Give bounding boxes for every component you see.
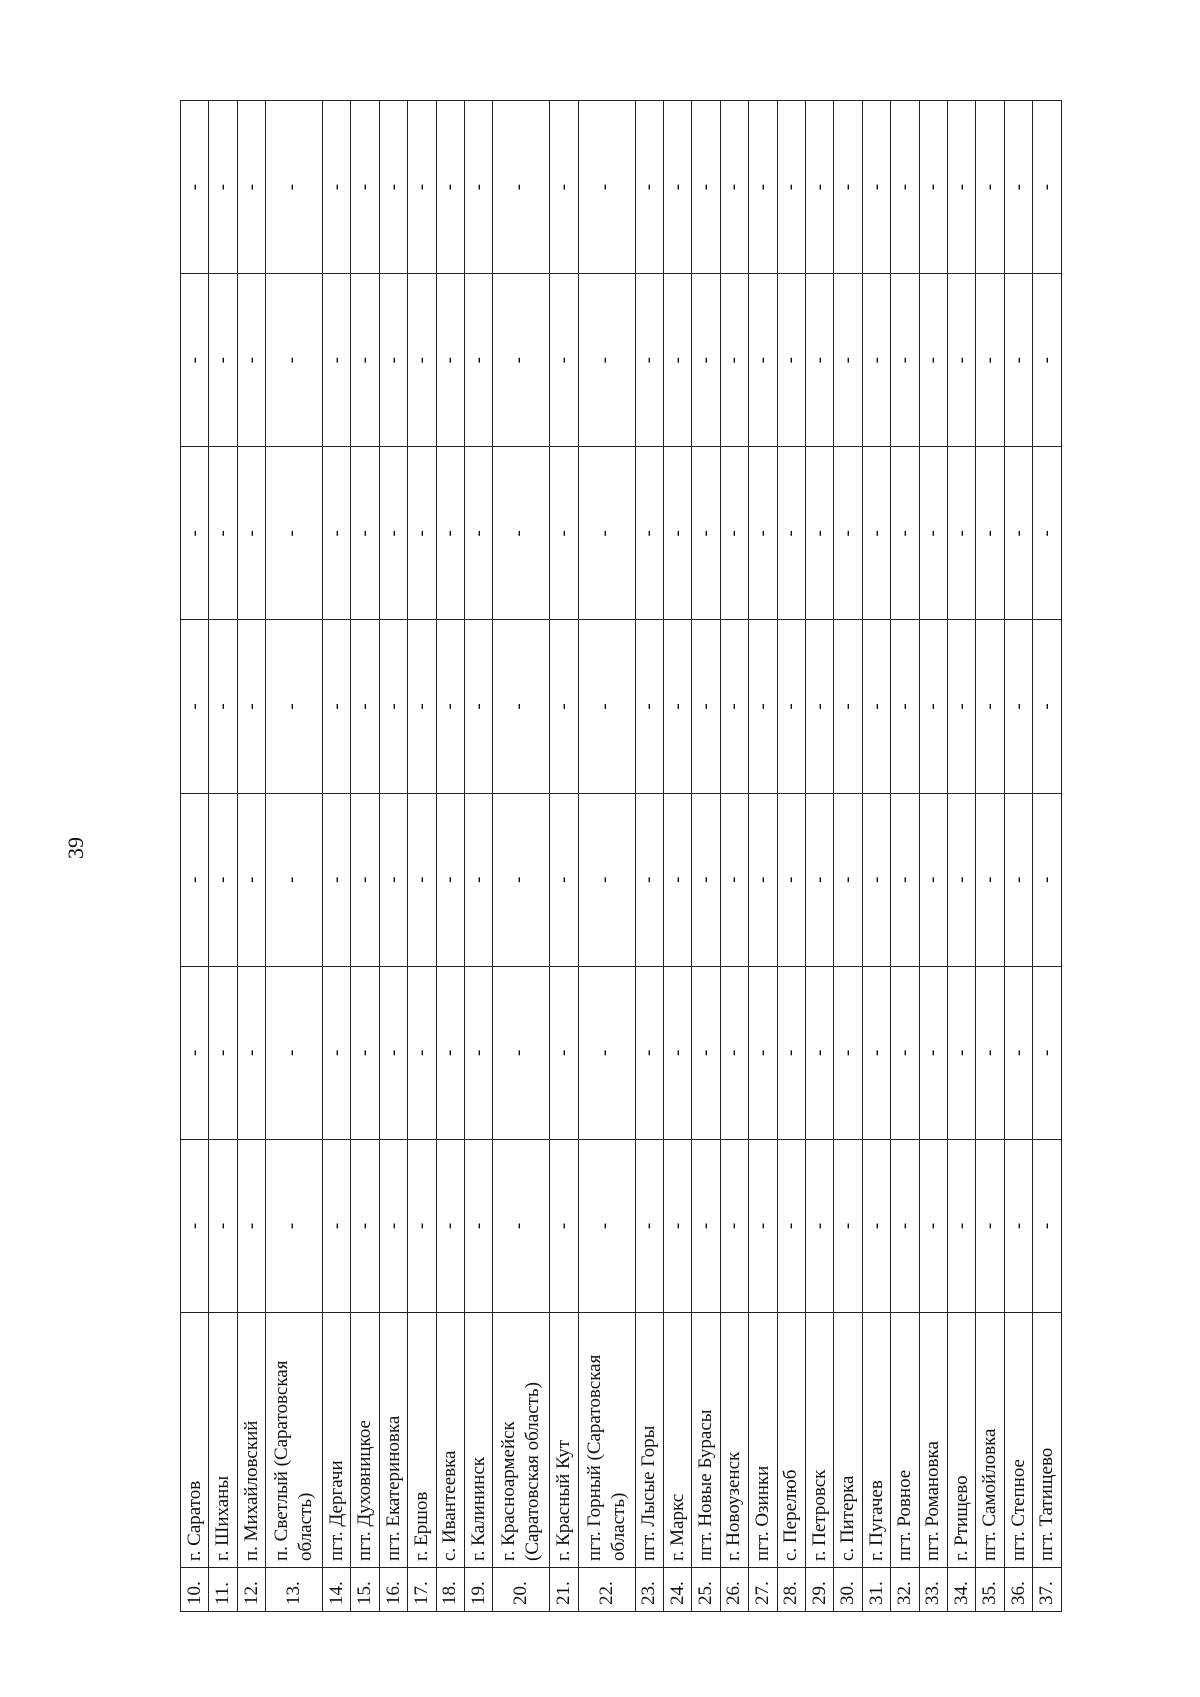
value-cell: - — [663, 447, 691, 620]
value-cell: - — [436, 620, 464, 793]
value-cell: - — [777, 274, 805, 447]
value-cell: - — [550, 1139, 578, 1312]
value-cell: - — [266, 101, 323, 274]
value-cell: - — [692, 966, 720, 1139]
settlement-name: пгт. Екатериновка — [379, 1313, 407, 1568]
value-cell: - — [1004, 274, 1032, 447]
row-number: 10. — [181, 1568, 209, 1612]
settlement-name: г. Саратов — [181, 1313, 209, 1568]
value-cell: - — [181, 274, 209, 447]
value-cell: - — [919, 1139, 947, 1312]
value-cell: - — [777, 620, 805, 793]
value-cell: - — [209, 793, 237, 966]
settlement-name: г. Петровск — [805, 1313, 833, 1568]
page-number: 39 — [63, 837, 88, 859]
value-cell: - — [862, 966, 890, 1139]
table-row — [436, 101, 464, 1612]
value-cell: - — [862, 447, 890, 620]
value-cell: - — [578, 793, 635, 966]
value-cell: - — [379, 274, 407, 447]
table-row — [323, 101, 351, 1612]
value-cell: - — [720, 620, 748, 793]
row-number: 34. — [948, 1568, 976, 1612]
value-cell: - — [266, 793, 323, 966]
value-cell: - — [777, 793, 805, 966]
value-cell: - — [351, 620, 379, 793]
value-cell: - — [237, 274, 265, 447]
value-cell: - — [749, 966, 777, 1139]
settlement-name: п. Светлый (Саратовская область) — [266, 1313, 323, 1568]
value-cell: - — [976, 274, 1004, 447]
value-cell: - — [862, 274, 890, 447]
value-cell: - — [408, 274, 436, 447]
value-cell: - — [266, 620, 323, 793]
value-cell: - — [493, 447, 550, 620]
value-cell: - — [635, 1139, 663, 1312]
value-cell: - — [465, 101, 493, 274]
row-number: 12. — [237, 1568, 265, 1612]
value-cell: - — [948, 793, 976, 966]
value-cell: - — [1004, 101, 1032, 274]
value-cell: - — [891, 620, 919, 793]
value-cell: - — [408, 447, 436, 620]
value-cell: - — [720, 1139, 748, 1312]
value-cell: - — [379, 620, 407, 793]
value-cell: - — [209, 101, 237, 274]
table-row — [351, 101, 379, 1612]
settlement-name: г. Ртищево — [948, 1313, 976, 1568]
value-cell: - — [749, 101, 777, 274]
value-cell: - — [237, 966, 265, 1139]
value-cell: - — [493, 966, 550, 1139]
row-number: 13. — [266, 1568, 323, 1612]
table-row — [266, 101, 323, 1612]
table-row — [379, 101, 407, 1612]
value-cell: - — [181, 101, 209, 274]
value-cell: - — [976, 101, 1004, 274]
value-cell: - — [465, 966, 493, 1139]
settlement-name: пгт. Степное — [1004, 1313, 1032, 1568]
value-cell: - — [976, 620, 1004, 793]
value-cell: - — [351, 966, 379, 1139]
value-cell: - — [379, 101, 407, 274]
row-number: 22. — [578, 1568, 635, 1612]
value-cell: - — [408, 793, 436, 966]
value-cell: - — [948, 1139, 976, 1312]
value-cell: - — [237, 793, 265, 966]
settlement-name: г. Ершов — [408, 1313, 436, 1568]
settlements-table — [180, 100, 1062, 1612]
settlement-name: с. Питерка — [834, 1313, 862, 1568]
table-row — [891, 101, 919, 1612]
value-cell: - — [1033, 101, 1062, 274]
row-number: 16. — [379, 1568, 407, 1612]
table-row — [692, 101, 720, 1612]
value-cell: - — [692, 793, 720, 966]
value-cell: - — [408, 620, 436, 793]
value-cell: - — [1033, 793, 1062, 966]
row-number: 30. — [834, 1568, 862, 1612]
value-cell: - — [578, 966, 635, 1139]
settlement-name: пгт. Романовка — [919, 1313, 947, 1568]
value-cell: - — [834, 966, 862, 1139]
value-cell: - — [692, 447, 720, 620]
value-cell: - — [749, 1139, 777, 1312]
value-cell: - — [578, 274, 635, 447]
value-cell: - — [351, 1139, 379, 1312]
settlement-name: пгт. Татищево — [1033, 1313, 1062, 1568]
value-cell: - — [919, 620, 947, 793]
value-cell: - — [635, 101, 663, 274]
value-cell: - — [834, 793, 862, 966]
value-cell: - — [408, 101, 436, 274]
row-number: 20. — [493, 1568, 550, 1612]
value-cell: - — [692, 620, 720, 793]
value-cell: - — [379, 1139, 407, 1312]
value-cell: - — [493, 620, 550, 793]
table-row — [550, 101, 578, 1612]
value-cell: - — [493, 1139, 550, 1312]
value-cell: - — [635, 793, 663, 966]
row-number: 23. — [635, 1568, 663, 1612]
value-cell: - — [550, 447, 578, 620]
value-cell: - — [891, 101, 919, 274]
value-cell: - — [834, 101, 862, 274]
row-number: 37. — [1033, 1568, 1062, 1612]
value-cell: - — [805, 101, 833, 274]
settlement-name: с. Перелюб — [777, 1313, 805, 1568]
value-cell: - — [948, 966, 976, 1139]
value-cell: - — [891, 966, 919, 1139]
value-cell: - — [323, 101, 351, 274]
value-cell: - — [891, 1139, 919, 1312]
value-cell: - — [323, 447, 351, 620]
value-cell: - — [834, 620, 862, 793]
row-number: 32. — [891, 1568, 919, 1612]
value-cell: - — [1033, 274, 1062, 447]
table-row — [720, 101, 748, 1612]
value-cell: - — [209, 274, 237, 447]
value-cell: - — [493, 274, 550, 447]
value-cell: - — [436, 1139, 464, 1312]
value-cell: - — [266, 447, 323, 620]
row-number: 24. — [663, 1568, 691, 1612]
value-cell: - — [578, 101, 635, 274]
table-container — [180, 100, 1062, 1612]
value-cell: - — [948, 447, 976, 620]
value-cell: - — [323, 274, 351, 447]
value-cell: - — [209, 620, 237, 793]
settlement-name: с. Ивантеевка — [436, 1313, 464, 1568]
value-cell: - — [550, 793, 578, 966]
table-row — [181, 101, 209, 1612]
value-cell: - — [1004, 447, 1032, 620]
row-number: 31. — [862, 1568, 890, 1612]
value-cell: - — [976, 447, 1004, 620]
value-cell: - — [919, 793, 947, 966]
value-cell: - — [237, 101, 265, 274]
value-cell: - — [919, 447, 947, 620]
value-cell: - — [181, 447, 209, 620]
row-number: 18. — [436, 1568, 464, 1612]
value-cell: - — [323, 620, 351, 793]
value-cell: - — [834, 1139, 862, 1312]
settlement-name: г. Пугачев — [862, 1313, 890, 1568]
value-cell: - — [834, 447, 862, 620]
value-cell: - — [635, 966, 663, 1139]
value-cell: - — [237, 620, 265, 793]
value-cell: - — [379, 966, 407, 1139]
value-cell: - — [862, 793, 890, 966]
value-cell: - — [1004, 1139, 1032, 1312]
value-cell: - — [720, 793, 748, 966]
value-cell: - — [720, 447, 748, 620]
value-cell: - — [720, 966, 748, 1139]
value-cell: - — [266, 274, 323, 447]
table-row — [635, 101, 663, 1612]
value-cell: - — [663, 793, 691, 966]
row-number: 27. — [749, 1568, 777, 1612]
value-cell: - — [436, 101, 464, 274]
value-cell: - — [919, 966, 947, 1139]
settlement-name: г. Шиханы — [209, 1313, 237, 1568]
table-row — [663, 101, 691, 1612]
value-cell: - — [465, 793, 493, 966]
value-cell: - — [578, 620, 635, 793]
settlement-name: пгт. Горный (Саратовская область) — [578, 1313, 635, 1568]
table-row — [749, 101, 777, 1612]
row-number: 14. — [323, 1568, 351, 1612]
value-cell: - — [919, 101, 947, 274]
value-cell: - — [493, 793, 550, 966]
table-row — [834, 101, 862, 1612]
value-cell: - — [976, 966, 1004, 1139]
table-row — [862, 101, 890, 1612]
value-cell: - — [181, 966, 209, 1139]
settlement-name: пгт. Дергачи — [323, 1313, 351, 1568]
value-cell: - — [379, 793, 407, 966]
value-cell: - — [351, 447, 379, 620]
row-number: 33. — [919, 1568, 947, 1612]
value-cell: - — [1033, 1139, 1062, 1312]
value-cell: - — [379, 447, 407, 620]
value-cell: - — [862, 101, 890, 274]
value-cell: - — [862, 620, 890, 793]
value-cell: - — [550, 620, 578, 793]
settlement-name: г. Новоузенск — [720, 1313, 748, 1568]
value-cell: - — [749, 620, 777, 793]
value-cell: - — [465, 274, 493, 447]
value-cell: - — [1033, 447, 1062, 620]
settlement-name: пгт. Духовницкое — [351, 1313, 379, 1568]
value-cell: - — [351, 101, 379, 274]
value-cell: - — [237, 447, 265, 620]
value-cell: - — [323, 966, 351, 1139]
value-cell: - — [266, 1139, 323, 1312]
row-number: 28. — [777, 1568, 805, 1612]
table-row — [209, 101, 237, 1612]
value-cell: - — [209, 1139, 237, 1312]
value-cell: - — [692, 101, 720, 274]
value-cell: - — [323, 1139, 351, 1312]
value-cell: - — [465, 447, 493, 620]
table-row — [948, 101, 976, 1612]
value-cell: - — [777, 1139, 805, 1312]
value-cell: - — [948, 620, 976, 793]
value-cell: - — [891, 447, 919, 620]
value-cell: - — [465, 620, 493, 793]
value-cell: - — [266, 966, 323, 1139]
settlement-name: г. Красноармейск (Саратовская область) — [493, 1313, 550, 1568]
value-cell: - — [948, 101, 976, 274]
row-number: 35. — [976, 1568, 1004, 1612]
value-cell: - — [465, 1139, 493, 1312]
value-cell: - — [635, 447, 663, 620]
value-cell: - — [209, 966, 237, 1139]
table-row — [1033, 101, 1062, 1612]
value-cell: - — [749, 447, 777, 620]
value-cell: - — [976, 1139, 1004, 1312]
row-number: 29. — [805, 1568, 833, 1612]
value-cell: - — [663, 966, 691, 1139]
value-cell: - — [436, 274, 464, 447]
settlement-name: пгт. Новые Бурасы — [692, 1313, 720, 1568]
table-body — [181, 101, 1062, 1612]
table-row — [408, 101, 436, 1612]
settlement-name: пгт. Ровное — [891, 1313, 919, 1568]
value-cell: - — [720, 101, 748, 274]
settlement-name: г. Красный Кут — [550, 1313, 578, 1568]
value-cell: - — [777, 447, 805, 620]
value-cell: - — [408, 966, 436, 1139]
table-row — [237, 101, 265, 1612]
table-row — [805, 101, 833, 1612]
value-cell: - — [1004, 620, 1032, 793]
value-cell: - — [1004, 793, 1032, 966]
value-cell: - — [408, 1139, 436, 1312]
value-cell: - — [181, 1139, 209, 1312]
row-number: 11. — [209, 1568, 237, 1612]
table-row — [976, 101, 1004, 1612]
table-row — [919, 101, 947, 1612]
value-cell: - — [436, 966, 464, 1139]
row-number: 26. — [720, 1568, 748, 1612]
value-cell: - — [891, 793, 919, 966]
value-cell: - — [891, 274, 919, 447]
table-row — [1004, 101, 1032, 1612]
value-cell: - — [834, 274, 862, 447]
value-cell: - — [805, 793, 833, 966]
settlement-name: г. Калининск — [465, 1313, 493, 1568]
value-cell: - — [635, 620, 663, 793]
table-row — [465, 101, 493, 1612]
value-cell: - — [237, 1139, 265, 1312]
value-cell: - — [805, 447, 833, 620]
settlement-name: пгт. Лысые Горы — [635, 1313, 663, 1568]
settlement-name: п. Михайловский — [237, 1313, 265, 1568]
row-number: 25. — [692, 1568, 720, 1612]
value-cell: - — [578, 1139, 635, 1312]
table-row — [777, 101, 805, 1612]
settlement-name: г. Маркс — [663, 1313, 691, 1568]
value-cell: - — [692, 1139, 720, 1312]
value-cell: - — [805, 966, 833, 1139]
value-cell: - — [323, 793, 351, 966]
value-cell: - — [805, 274, 833, 447]
value-cell: - — [948, 274, 976, 447]
value-cell: - — [550, 966, 578, 1139]
table-row — [578, 101, 635, 1612]
table-row — [493, 101, 550, 1612]
row-number: 17. — [408, 1568, 436, 1612]
value-cell: - — [635, 274, 663, 447]
value-cell: - — [493, 101, 550, 274]
value-cell: - — [351, 793, 379, 966]
value-cell: - — [805, 620, 833, 793]
value-cell: - — [351, 274, 379, 447]
value-cell: - — [777, 966, 805, 1139]
settlement-name: пгт. Самойловка — [976, 1313, 1004, 1568]
value-cell: - — [181, 793, 209, 966]
value-cell: - — [436, 447, 464, 620]
value-cell: - — [1033, 620, 1062, 793]
value-cell: - — [550, 101, 578, 274]
value-cell: - — [749, 793, 777, 966]
value-cell: - — [663, 1139, 691, 1312]
value-cell: - — [1004, 966, 1032, 1139]
value-cell: - — [720, 274, 748, 447]
value-cell: - — [550, 274, 578, 447]
value-cell: - — [436, 793, 464, 966]
row-number: 15. — [351, 1568, 379, 1612]
value-cell: - — [919, 274, 947, 447]
row-number: 21. — [550, 1568, 578, 1612]
value-cell: - — [181, 620, 209, 793]
value-cell: - — [578, 447, 635, 620]
value-cell: - — [862, 1139, 890, 1312]
value-cell: - — [976, 793, 1004, 966]
value-cell: - — [663, 620, 691, 793]
row-number: 19. — [465, 1568, 493, 1612]
value-cell: - — [209, 447, 237, 620]
value-cell: - — [692, 274, 720, 447]
row-number: 36. — [1004, 1568, 1032, 1612]
value-cell: - — [1033, 966, 1062, 1139]
value-cell: - — [663, 274, 691, 447]
settlement-name: пгт. Озинки — [749, 1313, 777, 1568]
value-cell: - — [749, 274, 777, 447]
value-cell: - — [777, 101, 805, 274]
value-cell: - — [805, 1139, 833, 1312]
value-cell: - — [663, 101, 691, 274]
